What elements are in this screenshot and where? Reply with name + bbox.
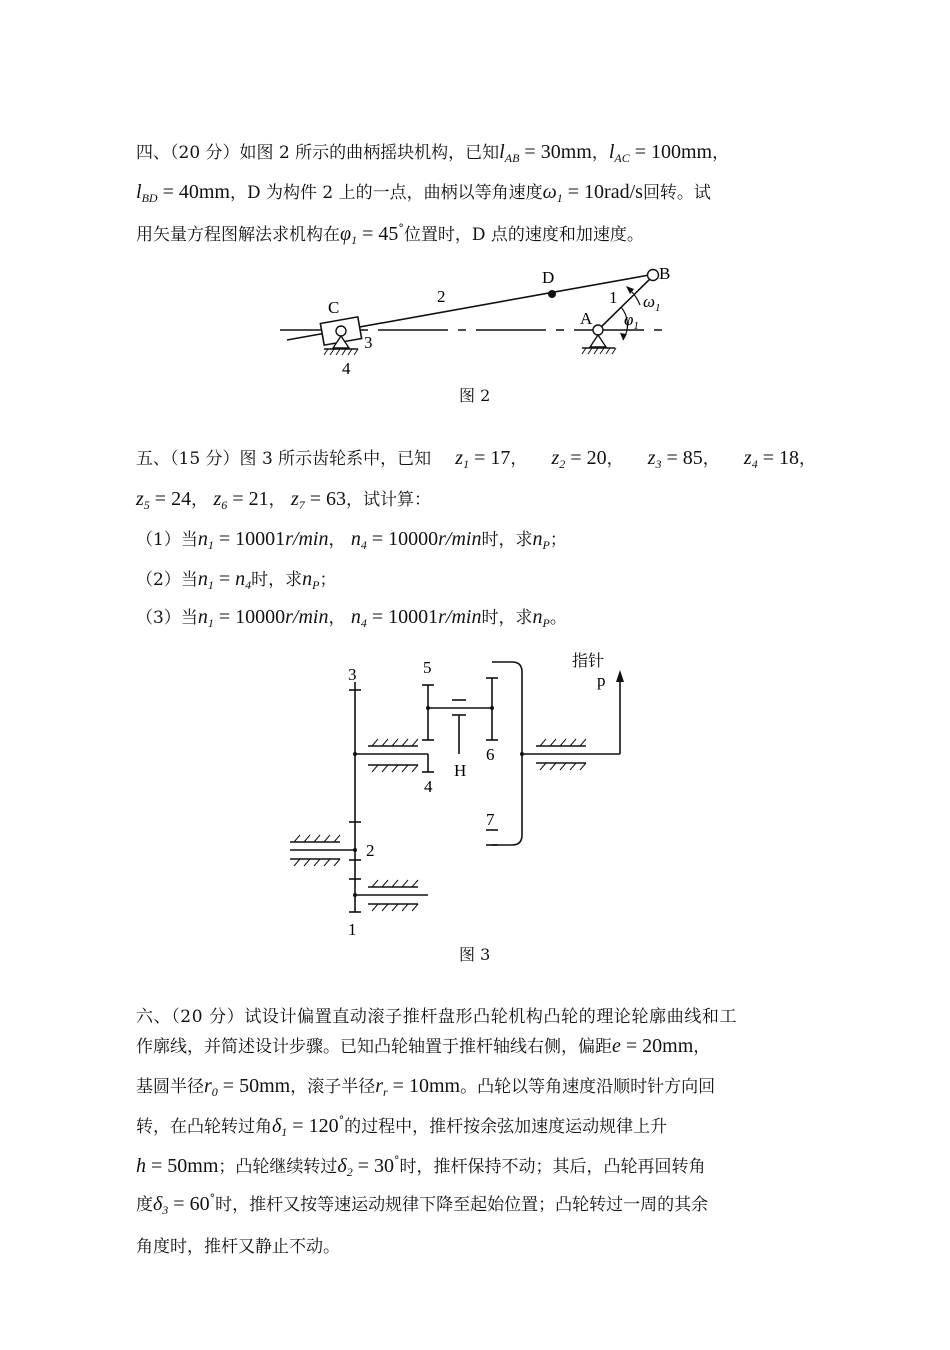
q6-line-2: 作廓线，并简述设计步骤。已知凸轮轴置于推杆轴线右侧，偏距e = 20mm，	[136, 1035, 711, 1057]
q6-line-5: h = 50mm；凸轮继续转过$\delta_2 = 30^\circ$时，推杆保持不动；其后，凸轮再回转角	[136, 1154, 706, 1179]
label-2: 2	[437, 287, 446, 306]
label-pointer: 指针	[572, 651, 605, 670]
q5-line-1: 五、（15 分）图 3 所示齿轮系中，已知 $z_1 = 17$， $z_2 = 20$， $z_3 = 85$， $z_4 = 18$，	[136, 447, 816, 471]
label-gear-1: 1	[348, 920, 357, 939]
q5-case-2: （2）当$n_1 = n_4$时，求$n_P$；	[136, 568, 337, 592]
q5-case-1: （1）当$n_1 = 10001r/\min$， $n_4 = 10000r/\min$时，求$n_P$；	[136, 528, 567, 552]
label-p: p	[597, 671, 606, 690]
q6-line-3: 基圆半径$r_0 = 50mm$，滚子半径$r_r = 10mm$。凸轮以等角速度沿顺时针方向回	[136, 1075, 716, 1099]
label-gear-2: 2	[366, 841, 375, 860]
gear-7-ring	[492, 662, 522, 845]
q6-line-1: 六、（20 分）试设计偏置直动滚子推杆盘形凸轮机构凸轮的理论轮廓曲线和工	[136, 1007, 738, 1027]
label-gear-7: 7	[486, 810, 495, 829]
label-phi: $\varphi_1$	[624, 310, 639, 332]
q6-line-6: 度$\delta_3 = 60^\circ$时，推杆又按等速运动规律下降至起始位置；凸轮转过一周的其余	[136, 1192, 709, 1217]
label-3: 3	[364, 333, 373, 352]
label-d: D	[542, 268, 555, 287]
pointer-arrow	[616, 670, 624, 682]
label-b: B	[659, 264, 671, 283]
label-omega: $\omega_1$	[643, 292, 661, 314]
label-gear-5: 5	[423, 658, 432, 677]
label-gear-6: 6	[486, 745, 495, 764]
q5-case-3: （3）当$n_1 = 10000r/\min$， $n_4 = 10001r/\min$时，求$n_P$。	[136, 606, 567, 630]
label-c: C	[328, 298, 340, 317]
q6-line-4: 转，在凸轮转过角$\delta_1 = 120^\circ$的过程中，推杆按余弦加速度运动规律上升	[136, 1114, 668, 1139]
label-gear-3: 3	[348, 665, 357, 684]
figure-3-caption: 图 3	[459, 945, 491, 964]
q5-line-2: $z_5 = 24$， $z_6 = 21$， $z_7 = 63$，试计算：	[136, 488, 432, 512]
label-a: A	[580, 309, 593, 328]
label-4: 4	[342, 359, 351, 378]
q6-line-7: 角度时，推杆又静止不动。	[136, 1237, 340, 1257]
q4-line-2: $l_{BD} = 40mm$，D 为构件 2 上的一点，曲柄以等角速度$\omega_1 = 10rad/s$回转。试	[136, 181, 711, 205]
q4-line-1: 四、（20 分）如图 2 所示的曲柄摇块机构，已知$l_{AB} = 30mm$，$l_{AC} = 100mm$，	[136, 141, 730, 165]
q4-line-3: 用矢量方程图解法求机构在$\varphi_1 = 45^\circ$位置时，D 点的速度和加速度。	[136, 222, 644, 247]
label-1: 1	[609, 288, 618, 307]
label-carrier-h: H	[454, 761, 467, 780]
label-gear-4: 4	[424, 777, 433, 796]
figure-2-caption: 图 2	[459, 386, 491, 405]
